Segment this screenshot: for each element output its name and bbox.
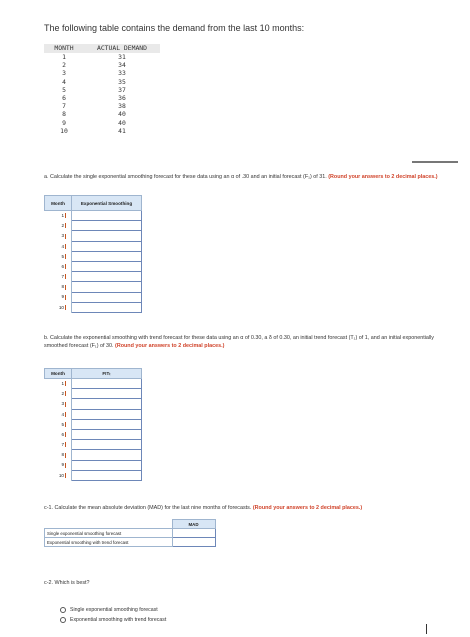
option-label: Single exponential smoothing forecast: [70, 607, 158, 613]
month-cell: [45, 470, 72, 480]
month-cell: [45, 292, 72, 302]
header-actual-demand: ACTUAL DEMAND: [96, 44, 148, 52]
month-cell: 3: [62, 69, 66, 78]
part-b-row: [45, 399, 142, 409]
mad-row-trend: [45, 538, 216, 547]
month-cell: 4: [62, 77, 66, 86]
part-a-answer-input[interactable]: [72, 231, 142, 241]
input-marker-icon: [65, 381, 69, 386]
input-marker-icon: [65, 422, 69, 427]
part-b-col-month: Month: [45, 369, 72, 379]
month-label: 6: [61, 431, 64, 437]
month-label: 5: [61, 253, 64, 259]
month-label: 1: [61, 213, 64, 219]
part-b-text: b. Calculate the exponential smoothing with trend forecast for these data using an α of 0.30, a δ of 0.30, an initial trend forecast (T₁) of 1, and an initial exponentially smoothed forecast (F₁) of 30.: [44, 335, 435, 349]
part-a-row: [45, 231, 142, 241]
month-label: 4: [61, 411, 64, 417]
month-cell: [45, 460, 72, 470]
input-marker-icon: [65, 305, 69, 310]
demand-row: [44, 119, 160, 127]
month-cell: [45, 302, 72, 312]
month-label: 8: [61, 452, 64, 458]
mad-row-single-label: Single exponential smoothing forecast: [45, 529, 173, 538]
part-c1-text: c-1. Calculate the mean absolute deviation (MAD) for the last nine months of forecasts.: [44, 505, 252, 511]
part-c1-rounding-note: (Round your answers to 2 decimal places.): [252, 505, 363, 511]
input-marker-icon: [65, 213, 69, 218]
input-marker-icon: [65, 295, 69, 300]
part-a-row: [45, 292, 142, 302]
part-b-row: [45, 429, 142, 439]
input-marker-icon: [65, 285, 69, 290]
part-a-row: [45, 261, 142, 271]
month-label: 3: [61, 233, 64, 239]
part-a-row: [45, 272, 142, 282]
month-cell: 1: [62, 53, 66, 61]
month-cell: [45, 399, 72, 409]
part-a-answer-input[interactable]: [72, 241, 142, 251]
option-exponential-trend[interactable]: [60, 617, 166, 623]
part-b-answer-input[interactable]: [72, 379, 142, 389]
part-a-text: a. Calculate the single exponential smoothing forecast for these data using an α of .30 and an initial forecast (F₁) of 31.: [44, 174, 327, 180]
input-marker-icon: [65, 473, 69, 478]
month-cell: [45, 450, 72, 460]
input-marker-icon: [65, 254, 69, 259]
month-cell: [45, 261, 72, 271]
month-label: 8: [61, 284, 64, 290]
input-marker-icon: [65, 274, 69, 279]
part-a-answer-input[interactable]: [72, 251, 142, 261]
mad-single-input[interactable]: [172, 529, 215, 538]
part-a-row: [45, 241, 142, 251]
input-marker-icon: [65, 442, 69, 447]
month-cell: 7: [62, 102, 66, 111]
part-b-answer-input[interactable]: [72, 460, 142, 470]
option-single-exponential[interactable]: [60, 607, 158, 613]
month-label: 1: [61, 381, 64, 387]
part-b-row: [45, 460, 142, 470]
month-cell: [45, 409, 72, 419]
part-a-answer-input[interactable]: [72, 272, 142, 282]
part-a-answer-input[interactable]: [72, 282, 142, 292]
input-marker-icon: [65, 264, 69, 269]
demand-row: [44, 86, 160, 94]
part-a-answer-input[interactable]: [72, 261, 142, 271]
part-a-answer-input[interactable]: [72, 221, 142, 231]
part-a-row: [45, 302, 142, 312]
divider-line: [412, 161, 458, 163]
part-b-row: [45, 379, 142, 389]
part-a-prompt: [44, 174, 450, 182]
input-marker-icon: [65, 234, 69, 239]
part-b-col-fit: FITₜ: [72, 369, 142, 379]
month-label: 10: [58, 472, 64, 478]
demand-cell: 34: [118, 61, 126, 70]
part-b-answer-input[interactable]: [72, 419, 142, 429]
part-b-answer-input[interactable]: [72, 470, 142, 480]
month-label: 2: [61, 223, 64, 229]
mad-table: [44, 519, 216, 547]
demand-row: [44, 78, 160, 86]
demand-row: [44, 69, 160, 77]
month-cell: [45, 241, 72, 251]
part-b-answer-input[interactable]: [72, 399, 142, 409]
input-marker-icon: [65, 432, 69, 437]
month-label: 2: [61, 391, 64, 397]
demand-table-header: [44, 44, 160, 53]
part-a-row: [45, 211, 142, 221]
part-c1-prompt: [44, 505, 454, 513]
month-cell: 9: [62, 118, 66, 127]
part-b-answer-input[interactable]: [72, 409, 142, 419]
month-label: 6: [61, 263, 64, 269]
part-b-answer-input[interactable]: [72, 450, 142, 460]
month-label: 10: [58, 304, 64, 310]
part-a-row: [45, 221, 142, 231]
input-marker-icon: [65, 463, 69, 468]
demand-row: [44, 53, 160, 61]
month-cell: [45, 282, 72, 292]
month-label: 4: [61, 243, 64, 249]
input-marker-icon: [65, 391, 69, 396]
intro-text: The following table contains the demand from the last 10 months:: [44, 23, 305, 33]
part-b-row: [45, 450, 142, 460]
month-label: 9: [61, 294, 64, 300]
month-cell: 10: [60, 126, 68, 135]
input-marker-icon: [65, 244, 69, 249]
demand-row: [44, 94, 160, 102]
part-a-col-month: Month: [45, 196, 72, 211]
month-cell: 8: [62, 110, 66, 119]
part-a-table: [44, 195, 142, 313]
part-a-answer-input[interactable]: [72, 302, 142, 312]
part-a-answer-input[interactable]: [72, 292, 142, 302]
part-a-col-smoothing: Exponential Smoothing: [72, 196, 142, 211]
demand-cell: 38: [118, 102, 126, 111]
month-cell: [45, 440, 72, 450]
input-marker-icon: [65, 223, 69, 228]
text-cursor: [426, 624, 427, 634]
demand-cell: 35: [118, 77, 126, 86]
month-label: 7: [61, 274, 64, 280]
month-cell: [45, 429, 72, 439]
mad-row-single: [45, 529, 216, 538]
demand-row: [44, 102, 160, 110]
demand-cell: 33: [118, 69, 126, 78]
part-b-row: [45, 419, 142, 429]
month-cell: 6: [62, 93, 66, 102]
month-label: 7: [61, 442, 64, 448]
part-b-row: [45, 440, 142, 450]
part-a-row: [45, 251, 142, 261]
month-cell: 5: [62, 85, 66, 94]
month-cell: [45, 272, 72, 282]
part-b-prompt: [44, 335, 450, 350]
month-label: 3: [61, 401, 64, 407]
demand-row: [44, 61, 160, 69]
month-cell: [45, 419, 72, 429]
part-b-answer-input[interactable]: [72, 429, 142, 439]
demand-cell: 40: [118, 118, 126, 127]
part-b-rounding-note: (Round your answers to 2 decimal places.): [115, 342, 225, 349]
part-b-row: [45, 470, 142, 480]
demand-row: [44, 110, 160, 118]
option-label: Exponential smoothing with trend forecast: [70, 617, 167, 623]
demand-cell: 41: [118, 126, 126, 135]
part-a-row: [45, 282, 142, 292]
demand-cell: 40: [118, 110, 126, 119]
input-marker-icon: [65, 412, 69, 417]
part-b-answer-input[interactable]: [72, 440, 142, 450]
part-b-row: [45, 409, 142, 419]
month-label: 5: [61, 421, 64, 427]
part-b-answer-input[interactable]: [72, 389, 142, 399]
demand-cell: 31: [118, 53, 126, 61]
input-marker-icon: [65, 453, 69, 458]
header-month: MONTH: [54, 44, 74, 52]
part-c2-question: c-2. Which is best?: [44, 580, 90, 586]
part-a-rounding-note: (Round your answers to 2 decimal places.): [328, 174, 438, 180]
month-cell: [45, 389, 72, 399]
month-cell: 2: [62, 61, 66, 70]
mad-row-trend-label: Exponential smoothing with trend forecast: [45, 538, 173, 547]
demand-cell: 36: [118, 93, 126, 102]
month-cell: [45, 221, 72, 231]
mad-trend-input[interactable]: [172, 538, 215, 547]
part-a-answer-input[interactable]: [72, 211, 142, 221]
mad-col-header: MAD: [172, 520, 215, 529]
month-label: 9: [61, 462, 64, 468]
month-cell: [45, 379, 72, 389]
month-cell: [45, 231, 72, 241]
part-b-row: [45, 389, 142, 399]
demand-table: [44, 44, 160, 135]
radio-button[interactable]: [60, 607, 66, 613]
radio-button[interactable]: [60, 617, 66, 623]
demand-row: [44, 127, 160, 135]
month-cell: [45, 211, 72, 221]
input-marker-icon: [65, 402, 69, 407]
month-cell: [45, 251, 72, 261]
part-b-table: [44, 368, 142, 481]
demand-cell: 37: [118, 85, 126, 94]
